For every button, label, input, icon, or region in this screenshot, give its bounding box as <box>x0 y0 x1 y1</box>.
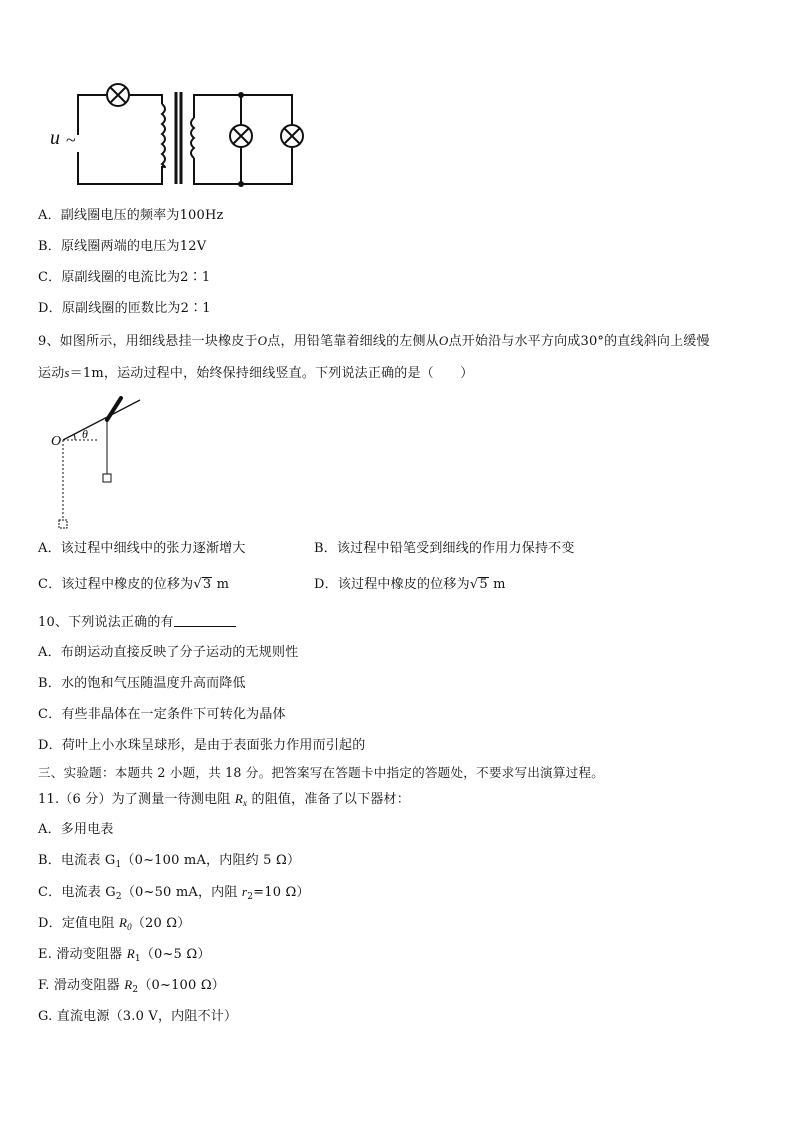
q11-option-d: D．定值电阻 $R_0(20$ Ω） <box>38 915 191 932</box>
answer-blank <box>174 614 236 627</box>
q9-stem-line1: 9、如图所示，用细线悬挂一块橡皮于O点，用铅笔靠着细线的左侧从O点开始沿与水平方向成30°的直线斜向上缓慢 <box>38 333 710 349</box>
q9-option-b: B．该过程中铅笔受到细线的作用力保持不变 <box>314 541 575 556</box>
sqrt-symbol: √3 <box>193 577 212 592</box>
q8-option-a: A．副线圈电压的频率为100Hz <box>38 208 224 223</box>
q11-stem: 11.（6 分）为了测量一待测电阻 $R_x$ 的阻值，准备了以下器材： <box>38 791 410 808</box>
q10-option-a: A．布朗运动直接反映了分子运动的无规则性 <box>38 645 299 660</box>
q9-option-d: D．该过程中橡皮的位移为√5 m <box>314 577 506 592</box>
q10-option-d: D．荷叶上小水珠呈球形，是由于表面张力作用而引起的 <box>38 738 366 753</box>
sqrt-symbol: √5 <box>469 577 488 592</box>
q11-option-e: E. 滑动变阻器 $R_1(0\sim 5$ Ω） <box>38 946 211 964</box>
q10-option-b: B．水的饱和气压随温度升高而降低 <box>38 676 246 691</box>
theta-label: θ <box>82 427 88 441</box>
q10-stem: 10、下列说法正确的有 <box>38 614 236 631</box>
q11-option-c: C．电流表 $G_2(0\sim 50$ mA，内阻 $r_2=10$ Ω） <box>38 884 310 902</box>
q9-option-a: A．该过程中细线中的张力逐渐增大 <box>38 541 246 556</box>
transformer-circuit-diagram <box>40 80 320 190</box>
q10-option-c: C．有些非晶体在一定条件下可转化为晶体 <box>38 707 286 722</box>
q9-option-c: C．该过程中橡皮的位移为√3 m <box>38 577 230 592</box>
q11-option-g: G. 直流电源（3.0 V，内阻不计） <box>38 1009 238 1024</box>
q8-option-c: C．原副线圈的电流比为2∶1 <box>38 270 211 285</box>
junction-dot <box>238 92 244 98</box>
q8-option-b: B．原线圈两端的电压为12V <box>38 239 207 254</box>
section-three-heading: 三、实验题：本题共 2 小题，共 18 分。把答案写在答题卡中指定的答题处，不要求写出演算过程。 <box>38 765 604 780</box>
pencil-string-diagram <box>45 390 155 530</box>
q11-option-f: F. 滑动变阻器 $R_2(0\sim 100$ Ω） <box>38 977 225 995</box>
junction-dot <box>238 181 244 187</box>
q11-option-a: A．多用电表 <box>38 822 114 837</box>
voltage-source-label: u <box>50 127 60 149</box>
q8-option-d: D．原副线圈的匝数比为2∶1 <box>38 301 211 316</box>
ac-tilde-symbol: ~ <box>66 130 76 150</box>
q9-stem-line2: 运动s＝1m，运动过程中，始终保持细线竖直。下列说法正确的是（ ） <box>38 365 474 381</box>
q11-option-b: B．电流表 $G_1(0\sim 100$ mA，内阻约 5 Ω） <box>38 853 301 870</box>
point-o-label: O <box>51 434 62 449</box>
